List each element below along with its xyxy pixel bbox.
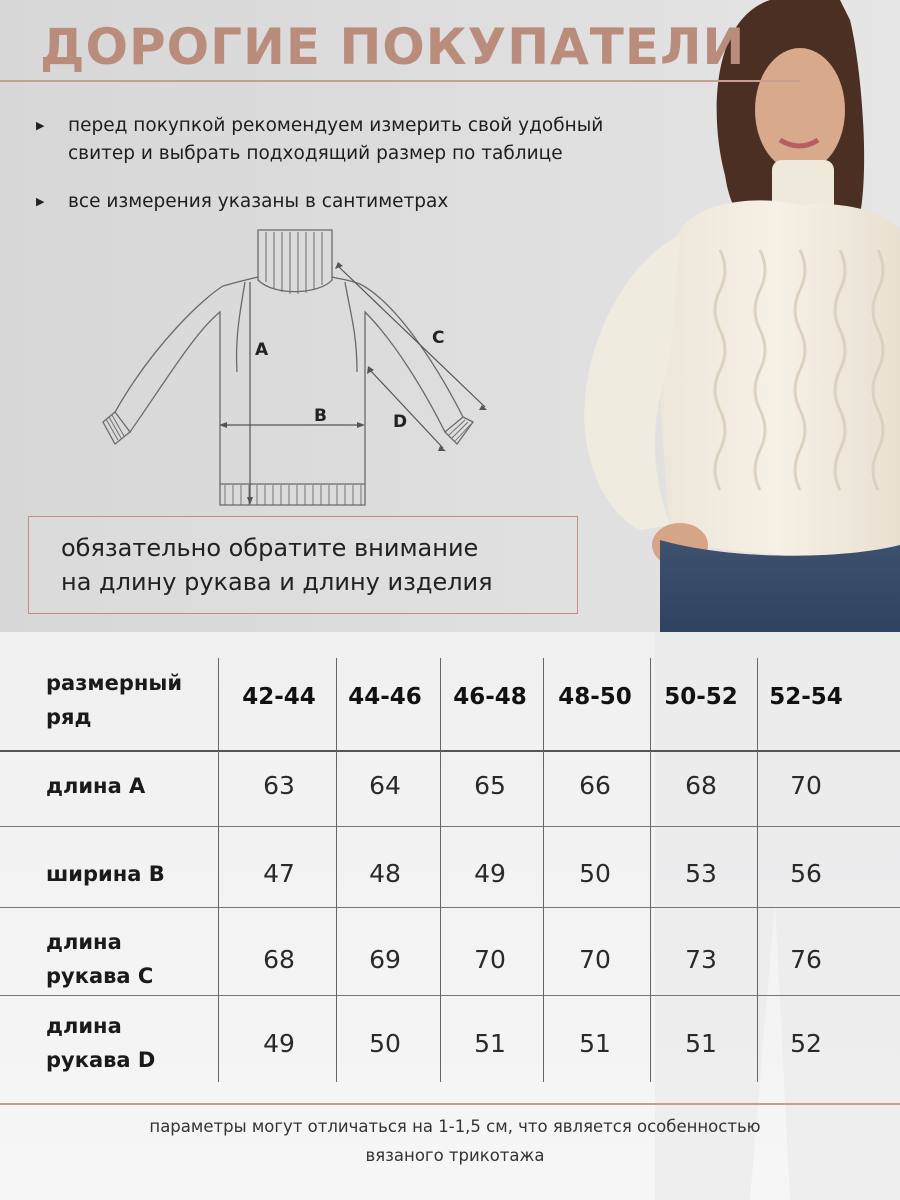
bullet-text (68, 112, 603, 168)
table-cell: 47 (263, 859, 295, 888)
table-cell: 64 (369, 771, 401, 800)
page-title: ДОРОГИЕ ПОКУПАТЕЛИ (40, 18, 746, 76)
notice-box (28, 516, 578, 614)
table-cell: 66 (579, 771, 611, 800)
footnote (0, 1112, 900, 1170)
diagram-label-a: A (255, 340, 269, 360)
row-label-sleeve-d (46, 1009, 155, 1077)
title-divider (0, 80, 800, 82)
table-cell: 69 (369, 945, 401, 974)
table-cell: 49 (474, 859, 506, 888)
footer-divider (0, 1103, 900, 1105)
table-cell: 50 (369, 1029, 401, 1058)
size-column-header: 48-50 (558, 684, 632, 710)
table-divider (0, 907, 900, 908)
row-label-width-b: ширина B (46, 862, 165, 886)
size-column-header: 42-44 (242, 684, 316, 710)
table-cell: 70 (579, 945, 611, 974)
notice-text (61, 531, 493, 599)
table-cell: 70 (790, 771, 822, 800)
row-label-line: рукава C (46, 964, 154, 988)
diagram-label-c: C (432, 328, 445, 348)
table-divider (0, 750, 900, 752)
triangle-right-icon: ▶ (36, 119, 45, 132)
bullet-line: перед покупкой рекомендуем измерить свой удобный (68, 115, 604, 136)
table-header-label (46, 666, 182, 734)
notice-line: обязательно обратите внимание (61, 534, 479, 562)
notice-line: на длину рукава и длину изделия (61, 568, 493, 596)
row-label-sleeve-c (46, 925, 153, 993)
header-label-line: размерный (46, 671, 183, 695)
table-cell: 50 (579, 859, 611, 888)
table-cell: 51 (685, 1029, 717, 1058)
model-photo (560, 0, 900, 1200)
row-label-line: длина (46, 1014, 122, 1038)
row-label-line: длина (46, 930, 122, 954)
table-cell: 52 (790, 1029, 822, 1058)
table-divider (0, 995, 900, 996)
table-cell: 70 (474, 945, 506, 974)
row-label-line: рукава D (46, 1048, 156, 1072)
size-column-header: 52-54 (769, 684, 843, 710)
table-cell: 65 (474, 771, 506, 800)
footnote-line: вязаного трикотажа (365, 1146, 545, 1165)
triangle-right-icon: ▶ (36, 195, 45, 208)
table-cell: 49 (263, 1029, 295, 1058)
table-cell: 51 (474, 1029, 506, 1058)
column-divider (218, 658, 219, 1082)
bullet-line: свитер и выбрать подходящий размер по таблице (68, 143, 563, 164)
header-label-line: ряд (46, 705, 92, 729)
footnote-line: параметры могут отличаться на 1-1,5 см, что является особенностью (149, 1117, 761, 1136)
table-cell: 63 (263, 771, 295, 800)
diagram-label-d: D (393, 412, 408, 432)
table-cell: 53 (685, 859, 717, 888)
diagram-label-b: B (314, 406, 327, 426)
table-cell: 51 (579, 1029, 611, 1058)
table-cell: 73 (685, 945, 717, 974)
size-column-header: 44-46 (348, 684, 422, 710)
table-cell: 76 (790, 945, 822, 974)
table-cell: 56 (790, 859, 822, 888)
size-column-header: 46-48 (453, 684, 527, 710)
table-cell: 48 (369, 859, 401, 888)
sweater-diagram (95, 222, 515, 522)
table-divider (0, 826, 900, 827)
table-cell: 68 (263, 945, 295, 974)
row-label-length-a: длина A (46, 774, 146, 798)
size-column-header: 50-52 (664, 684, 738, 710)
bullet-text: все измерения указаны в сантиметрах (68, 191, 449, 212)
table-cell: 68 (685, 771, 717, 800)
